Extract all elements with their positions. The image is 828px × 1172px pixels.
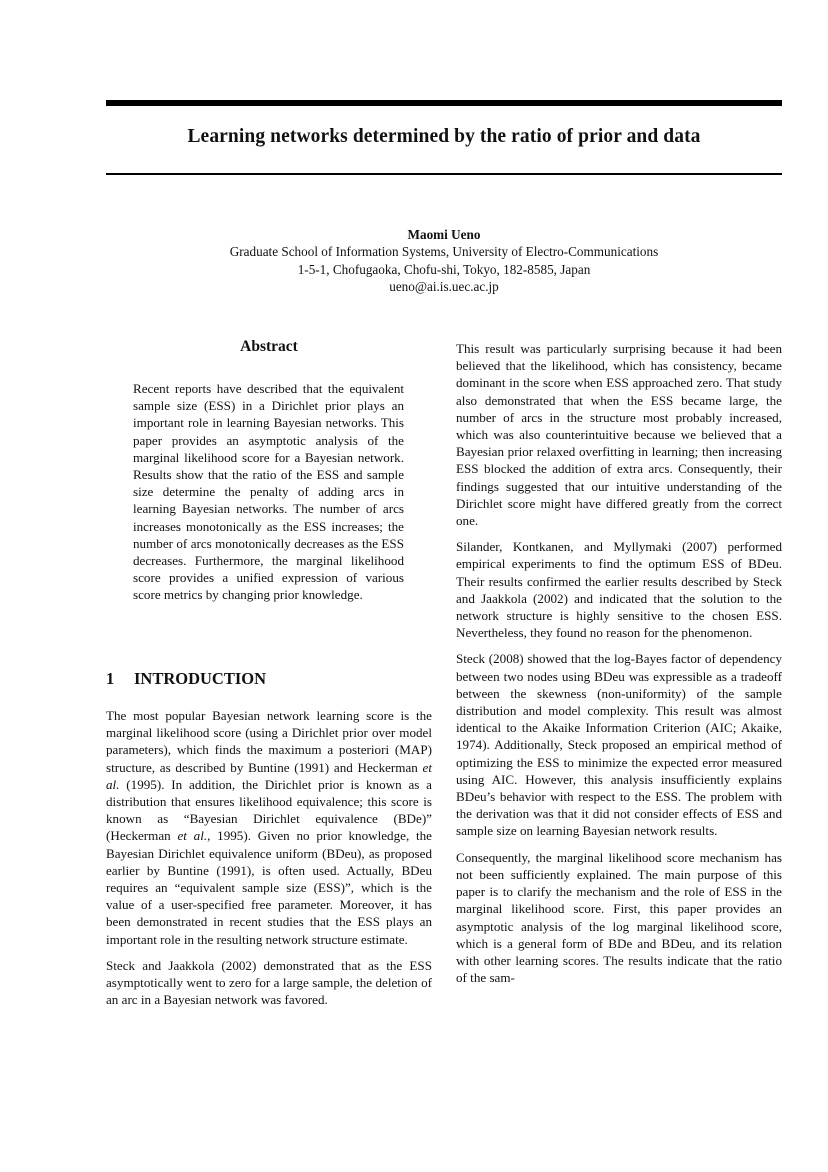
intro-p1-part-c: , 1995). Given no prior knowledge, the Bayesian Dirichlet equivalence uniform (BDeu), as proposed earlier by Buntine (1991), is often used. Actually, BDeu requires an “equivalent sample size (ESS)”, which is the value of a user-specified free parameter. Moreover, it has been demonstrated in recent studies that the ESS plays an important role in the resulting network structure estimate.	[106, 828, 432, 947]
author-address: 1-5-1, Chofugaoka, Chofu-shi, Tokyo, 182-8585, Japan	[297, 261, 591, 277]
abstract-text: Recent reports have described that the equivalent sample size (ESS) in a Dirichlet prior plays an important role in learning Bayesian networks. This paper provides an asymptotic analysis of the marginal likelihood score for a Bayesian network. Results show that the ratio of the ESS and sample size determine the penalty of adding arcs in learning Bayesian networks. The number of arcs increases monotonically as the ESS increases; the number of arcs monotonically decreases as the ESS decreases. Furthermore, the marginal likelihood score provides a unified expression of various score metrics by changing prior knowledge.	[133, 381, 404, 603]
intro-paragraph-2: Steck and Jaakkola (2002) demonstrated that as the ESS asymptotically went to zero for a large sample, the deletion of an arc in a Bayesian network was favored.	[106, 957, 432, 1008]
paper-title: Learning networks determined by the ratio of prior and data	[187, 126, 701, 147]
author-email: ueno@ai.is.uec.ac.jp	[389, 278, 499, 294]
section-title: INTRODUCTION	[134, 669, 267, 688]
right-column-body	[456, 340, 782, 986]
section-number: 1	[106, 669, 115, 688]
intro-p1-part-a: The most popular Bayesian network learning score is the marginal likelihood score (using a Dirichlet prior over model parameters), which finds the maximum a posteriori (MAP) structure, as described by Buntine (1991) and Heckerman	[106, 708, 432, 775]
intro-paragraph-1	[106, 707, 432, 948]
left-column-body	[106, 707, 432, 1008]
intro-p1-emphasis-1: et al.	[106, 759, 432, 792]
right-paragraph-1: This result was particularly surprising because it had been believed that the likelihood, which has consistency, became dominant in the score when ESS approached zero. That study also demonstrated that when the ESS became large, the number of arcs in the structure most probably increased, which was also counterintuitive because we believed that a Bayesian prior relaxed overfitting in learning; then increasing ESS blocked the addition of extra arcs. Consequently, their findings suggested that our intuitive understanding of the Dirichlet score might have differed greatly from the correct one.	[456, 341, 782, 529]
right-paragraph-3: Steck (2008) showed that the log-Bayes factor of dependency between two nodes using BDeu was expressible as a tradeoff between the skewness (non-uniformity) of the sample distribution and model complexity. This result was almost identical to the Akaike Information Criterion (AIC; Akaike, 1974). Additionally, Steck proposed an empirical method of optimizing the ESS to minimize the expected error measured using AIC. However, this analysis insufficiently explains BDeu’s behavior with respect to the ESS. The problem with the derivation was that it did not consider effects of ESS and sample size on learning Bayesian network results.	[456, 651, 782, 839]
author-name: Maomi Ueno	[407, 227, 481, 242]
intro-p1-part-b: (1995). In addition, the Dirichlet prior is known as a distribution that ensures likelihood equivalence; this score is known as “Bayesian Dirichlet equivalence (BDe)” (Heckerman	[106, 776, 432, 844]
right-paragraph-4: Consequently, the marginal likelihood score mechanism has not been sufficiently explained. The main purpose of this paper is to clarify the mechanism and the role of ESS in the marginal likelihood score. First, this paper provides an asymptotic analysis of the log marginal likelihood score, which is a general form of BDe and BDeu, and its relation with other learning scores. The results indicate that the ratio of the sam-	[456, 849, 782, 986]
section-heading	[106, 669, 432, 689]
title-bottom-rule	[106, 173, 782, 175]
author-block	[106, 226, 782, 295]
intro-p1-emphasis-2: et al.	[177, 828, 208, 844]
abstract-heading: Abstract	[240, 338, 298, 355]
author-affiliation: Graduate School of Information Systems, University of Electro-Communications	[229, 244, 659, 260]
top-rule	[106, 100, 782, 106]
right-paragraph-2: Silander, Kontkanen, and Myllymaki (2007) performed empirical experiments to find the optimum ESS of BDeu. Their results confirmed the earlier results described by Steck and Jaakkola (2002) and indicated that the solution to the network structure is highly sensitive to the chosen ESS. Nevertheless, they found no reason for the phenomenon.	[456, 539, 782, 641]
